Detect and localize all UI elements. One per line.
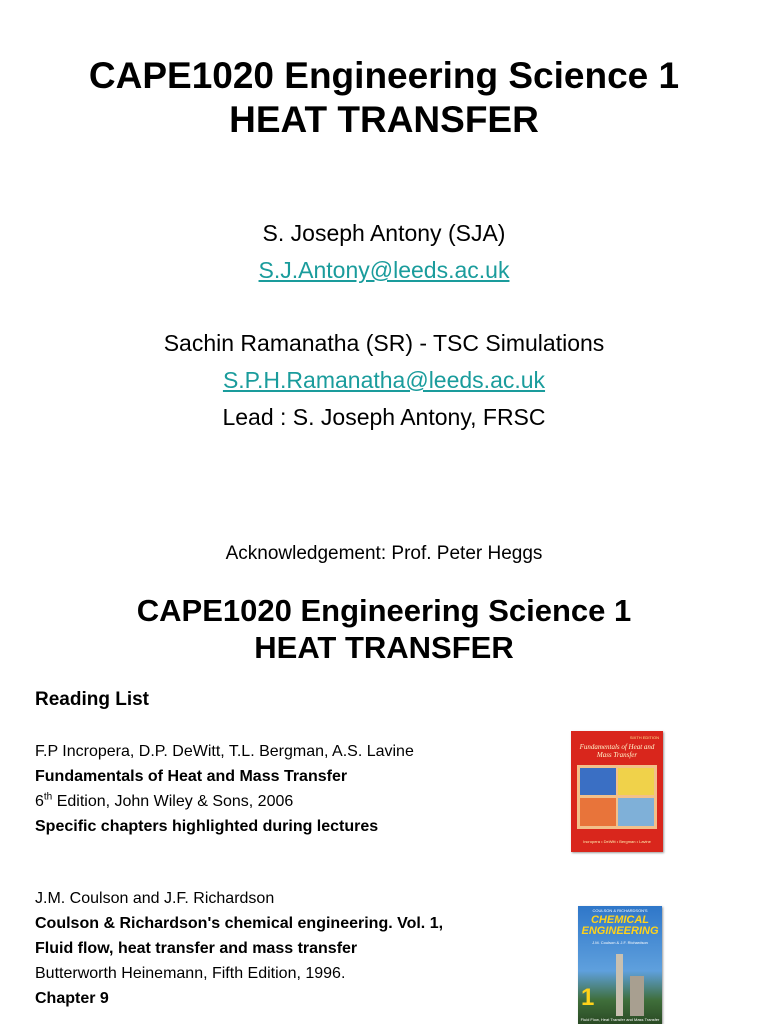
- book-cover-heat-mass-transfer: [571, 731, 663, 852]
- cover2-tower-image: [616, 954, 623, 1016]
- cover1-authors: Incropera • DeWitt • Bergman • Lavine: [583, 839, 651, 844]
- cover1-art-panel: [580, 798, 616, 826]
- cover1-title: Fundamentals of Heat and Mass Transfer: [579, 743, 655, 759]
- cover1-art-panel: [580, 768, 616, 795]
- ref1-title: Fundamentals of Heat and Mass Transfer: [35, 768, 348, 785]
- cover1-edition: SIXTH EDITION: [629, 735, 659, 740]
- acknowledgement: Acknowledgement: Prof. Peter Heggs: [225, 543, 543, 564]
- ref1-edition: [35, 789, 414, 814]
- cover2-subtitle: Fluid Flow, Heat Transfer and Mass Transfer: [580, 1017, 660, 1022]
- slide2-title-line2: HEAT TRANSFER: [254, 630, 514, 666]
- lecturer1-email-row: [0, 259, 768, 282]
- cover2-authors: J.M. Coulson & J.F. Richardson: [592, 940, 648, 945]
- lead-lecturer: Lead : S. Joseph Antony, FRSC: [222, 404, 546, 430]
- cover1-artwork: [577, 765, 657, 829]
- ref1-note: Specific chapters highlighted during lectures: [35, 818, 379, 835]
- cover2-tower-image: [630, 976, 644, 1016]
- ref2-publisher: Butterworth Heinemann, Fifth Edition, 1996.: [35, 965, 346, 982]
- ref2-title-line2: Fluid flow, heat transfer and mass transfer: [35, 940, 358, 957]
- cover1-art-panel: [618, 798, 654, 826]
- ref1-authors: F.P Incropera, D.P. DeWitt, T.L. Bergman, A.S. Lavine: [35, 743, 414, 760]
- slide1-title-line2: HEAT TRANSFER: [229, 99, 539, 141]
- reading-list-slide: [0, 590, 768, 1024]
- lecturer1-email-link[interactable]: S.J.Antony@leeds.ac.uk: [258, 257, 510, 283]
- ref2-authors: J.M. Coulson and J.F. Richardson: [35, 890, 275, 907]
- cover2-title-line1: CHEMICAL: [590, 914, 650, 926]
- cover1-art-panel: [618, 768, 654, 795]
- slide1-title: [0, 54, 768, 143]
- reference-coulson-richardson: [35, 886, 443, 1011]
- lecturer2-name: Sachin Ramanatha (SR) - TSC Simulations: [163, 330, 605, 356]
- cover2-volume-number: 1: [581, 984, 595, 1011]
- ref1-edition-sup: th: [43, 791, 53, 803]
- lecturer2-email-row: [0, 369, 768, 392]
- reading-list-heading: Reading List: [35, 689, 150, 710]
- slide1-title-line1: CAPE1020 Engineering Science 1: [88, 55, 680, 96]
- lecturer1-name: S. Joseph Antony (SJA): [262, 220, 506, 246]
- ref2-title-line1: Coulson & Richardson's chemical engineering. Vol. 1,: [35, 915, 444, 932]
- lecturer2-email-link[interactable]: S.P.H.Ramanatha@leeds.ac.uk: [222, 367, 546, 393]
- cover2-title-line2: ENGINEERING: [581, 925, 659, 937]
- ref2-chapter: Chapter 9: [35, 990, 109, 1007]
- ref1-edition-number: 6: [35, 793, 44, 810]
- book-cover-chemical-engineering: [578, 906, 662, 1024]
- cover2-title: [580, 915, 660, 937]
- cover2-series: COULSON & RICHARDSON'S: [592, 908, 648, 913]
- slide2-title: [0, 592, 768, 666]
- ref1-edition-rest: Edition, John Wiley & Sons, 2006: [52, 793, 294, 810]
- reference-incropera: [35, 739, 414, 839]
- slide2-title-line1: CAPE1020 Engineering Science 1: [136, 593, 632, 628]
